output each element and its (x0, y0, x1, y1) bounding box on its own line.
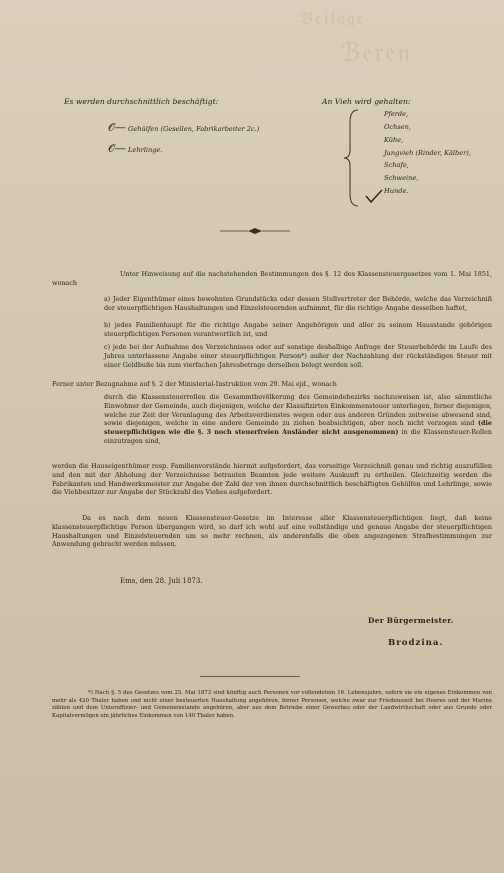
apprentices-label: Lehrlinge. (128, 146, 163, 154)
workers-item-apprentices (108, 142, 162, 156)
handwritten-zero-mark: 𝒪— (108, 142, 126, 155)
signature-title: Der Bürgermeister. (368, 616, 454, 625)
footnote-divider (200, 676, 300, 677)
livestock-item: Kühe, (384, 135, 404, 144)
paragraph-population (104, 393, 492, 446)
workers-item-assistants (108, 121, 259, 135)
population-text-end: in die Klassensteuer-Rollen einzutragen sind, (104, 428, 492, 446)
ornament-divider-icon (220, 227, 290, 235)
livestock-item: Schweine, (384, 174, 419, 183)
population-text: durch die Klassensteuerrollen die Gesammtbevölkerung des Gemeindebezirks nachzuweisen ist, also sämmtliche Einwohner der Gemeinde, auch diejenigen, welche der Klassifizirten Einkommensteuer unterliegen, ferner diejenigen, welche zur Zeit der Veranlagung des Arbeitsverdienstes wegen oder aus anderen Gründen zeitweise abwesend sind, sowie diejenigen, welche in eine andere Gemeinde zu ziehen beabsichtigen, aber noch nicht verzogen sind (104, 393, 492, 428)
workers-header: Es werden durchschnittlich beschäftigt: (64, 97, 219, 106)
livestock-header: An Vieh wird gehalten: (322, 97, 411, 106)
livestock-item: Pferde, (384, 110, 409, 118)
clause-c: c) jede bei der Aufnahme des Verzeichnisses oder auf sonstige deshalbige Anfrage der Steuerbehörde im Laufe des Jahres unterlassene Angabe einer steuerpflichtigen Person*) außer der Nachzahlung der rückständigen Steuer mit einer Geldbuße bis zum vierfachen Jahresbetrage derselben belegt werden soll. (104, 343, 492, 369)
livestock-list (384, 108, 471, 198)
assistants-label: Gehülfen (Gesellen, Fabrikarbeiter 2c.) (128, 125, 260, 133)
footnote: *) Nach §. 5 des Gesetzes vom 25. Mai 1873 sind künftig auch Personen vor vollendetem 16. Lebensjahre, sofern sie ein eigenes Einkommen von mehr als 420 Thaler haben und nicht einer besteuerten Haushaltung angehören, ferner Personen, welche zwar zur Friedenszeit bei Heeres und der Marine zählen und dem Unteroffizier- und Gemeinenstande angehören, aber aus dem Betriebe einer Gewerbes oder der Landwirthschaft oder aus Grunde oder Kapitalvermögen ein jährliches Einkommen von 140 Thaler haben. (52, 690, 492, 719)
curly-brace-icon (344, 108, 366, 208)
handwritten-zero-mark: 𝒪— (108, 121, 126, 134)
livestock-item: Schafe, (384, 161, 409, 170)
livestock-item: Ochsen, (384, 122, 411, 131)
livestock-item: Hunde. (384, 187, 409, 196)
paragraph-penalty: Da es nach dem neuen Klassensteuer-Gesetze im Interesse aller Klassensteuerpflichtigen liegt, daß keine klassensteuerpflichtige Person übergangen wird, so darf ich wohl auf eine vollständige und genaue Angabe der steuerpflichtigen Haushaltungen und Einzelsteuernden um so mehr rechnen, als anderenfalls die oben angezogenen Strafbestimmungen zur Anwendung gebracht werden müssen. (52, 514, 492, 549)
foreigners-emphasis: (die steuerpflichtigen wie die §. 3 noch steuerfreien Ausländer nicht ausgenommen) (104, 419, 492, 437)
clause-b: b) jedes Familienhaupt für die richtige Angabe seiner Angehörigen und aller zu seinem Hausstande gehörigen steuerpflichtigen Personen verantwortlich ist, und (104, 321, 492, 338)
paragraph-intro: Unter Hinweisung auf die nachstehenden Bestimmungen des §. 12 des Klassensteuergesetzes vom 1. Mai 1851, wonach (52, 270, 492, 287)
livestock-item: Jungvieh (Rinder, Kälber), (384, 148, 471, 157)
signature-name: Brodzina. (388, 638, 444, 648)
check-mark-icon (364, 188, 384, 204)
place-date: Ems, den 28. Juli 1873. (120, 577, 203, 585)
bleed-through-text: 𝔅𝔢𝔦𝔩𝔞𝔤𝔢 (300, 8, 366, 29)
clause-a: a) Jeder Eigenthümer eines bewohnten Grundstücks oder dessen Stellvertreter der Behörde, welche das Verzeichniß der steuerpflichtigen Haushaltungen und Einzelsteuernden aufnimmt, für die richtige Angabe desselben haftet, (104, 295, 492, 312)
paragraph-request: werden die Hauseigenthümer resp. Familienvorstände hiermit aufgefordert, das vorseitige Verzeichniß genau und richtig auszufüllen und den mit der Abholung der Verzeichnisse betrauten Beamten jede weitere Auskunft zu ertheilen. Gleichzeitig werden die Fabrikanten und Handwerksmeister zur Angabe der Zahl der von ihnen durchschnittlich beschäftigten Gehülfen und Lehrlinge, sowie die Viehbesitzer zur Angabe der Stückzahl des Viehes aufgefordert. (52, 462, 492, 497)
paragraph-reference: Ferner unter Bezugnahme auf §. 2 der Ministerial-Instruktion vom 29. Mai ejd., wonach (52, 380, 337, 388)
bleed-through-text: ℬ𝔢𝔯𝔢𝔫 (340, 38, 413, 68)
